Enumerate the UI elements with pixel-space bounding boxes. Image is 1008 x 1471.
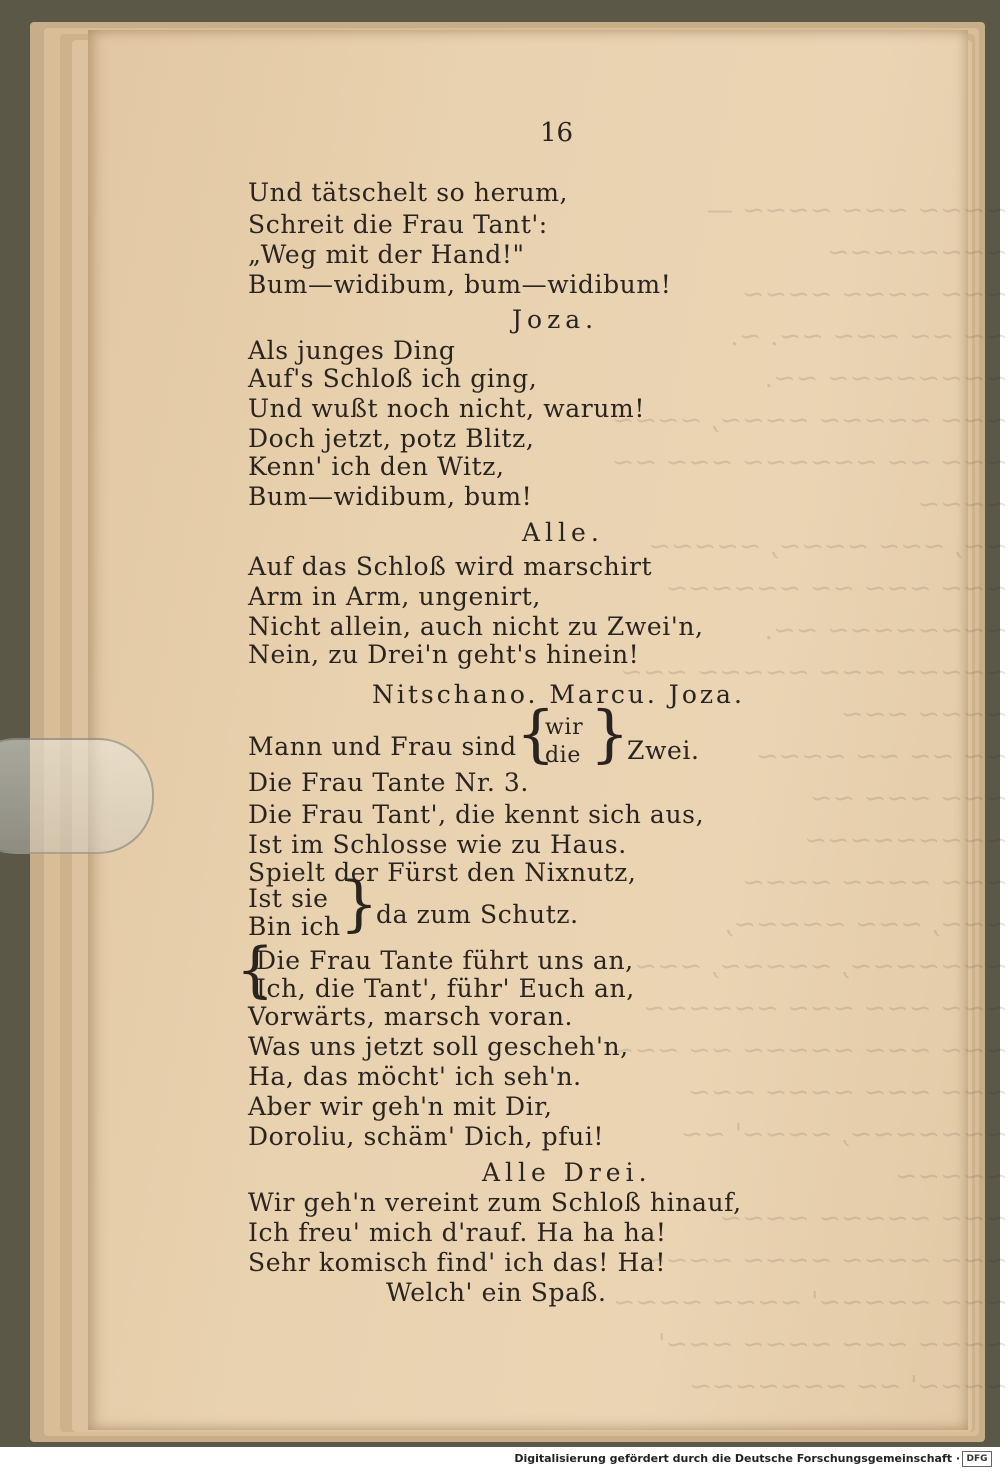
alternative-line: Bin ich xyxy=(248,912,341,941)
glass-slide-overlay xyxy=(0,738,154,854)
verse-line: Doch jetzt, potz Blitz, xyxy=(248,424,535,453)
dfg-logo: DFG xyxy=(962,1451,992,1467)
speaker-heading: Joza. xyxy=(512,305,599,334)
verse-line: Ich freu' mich d'rauf. Ha ha ha! xyxy=(248,1218,667,1247)
verse-line: Ich, die Tant', führ' Euch an, xyxy=(256,974,635,1003)
left-brace: { xyxy=(516,697,556,770)
page-number: 16 xyxy=(540,118,574,148)
verse-line: Sehr komisch find' ich das! Ha! xyxy=(248,1248,667,1277)
verse-line: „Weg mit der Hand!" xyxy=(248,240,525,269)
verse-line: Aber wir geh'n mit Dir, xyxy=(248,1092,553,1121)
verse-line: Die Frau Tante Nr. 3. xyxy=(248,768,529,797)
verse-line: Ist im Schlosse wie zu Haus. xyxy=(248,830,627,859)
alternative-word: die xyxy=(545,743,581,768)
verse-line: Die Frau Tant', die kennt sich aus, xyxy=(248,800,705,829)
verse-line: Mann und Frau sind xyxy=(248,732,517,761)
verse-line: Bum—widibum, bum! xyxy=(248,482,533,511)
verse-line: Und wußt noch nicht, warum! xyxy=(248,394,645,423)
left-brace: { xyxy=(236,935,275,1005)
verse-line: Ha, das möcht' ich seh'n. xyxy=(248,1062,582,1091)
verse-line: Nein, zu Drei'n geht's hinein! xyxy=(248,640,640,669)
alternative-word: wir xyxy=(545,715,584,740)
verse-line: Nicht allein, auch nicht zu Zwei'n, xyxy=(248,612,704,641)
funding-notice: Digitalisierung gefördert durch die Deutsche Forschungsgemeinschaft · xyxy=(514,1452,960,1465)
right-brace: } xyxy=(590,697,630,770)
right-brace: } xyxy=(340,869,379,939)
verse-line: Vorwärts, marsch voran. xyxy=(248,1002,574,1031)
verse-line: Was uns jetzt soll gescheh'n, xyxy=(248,1032,629,1061)
verse-line: Wir geh'n vereint zum Schloß hinauf, xyxy=(248,1188,742,1217)
verse-line: Welch' ein Spaß. xyxy=(386,1278,607,1307)
digitization-footer xyxy=(0,1447,1000,1471)
verse-line: Doroliu, schäm' Dich, pfui! xyxy=(248,1122,605,1151)
speaker-heading: Alle. xyxy=(522,518,604,547)
verse-line: Und tätschelt so herum, xyxy=(248,178,569,207)
speaker-heading: Alle Drei. xyxy=(482,1158,652,1187)
verse-line: Arm in Arm, ungenirt, xyxy=(248,582,541,611)
verse-line: Die Frau Tante führt uns an, xyxy=(256,946,634,975)
verse-line: Auf's Schloß ich ging, xyxy=(248,364,538,393)
verse-line: Spielt der Fürst den Nixnutz, xyxy=(248,858,637,887)
verse-line: Zwei. xyxy=(627,736,700,765)
speaker-heading: Nitschano. Marcu. Joza. xyxy=(372,680,745,709)
verse-line: Kenn' ich den Witz, xyxy=(248,452,505,481)
verse-line: Auf das Schloß wird marschirt xyxy=(248,552,653,581)
alternative-line: Ist sie xyxy=(248,884,329,913)
bleed-through-text: ~~~~ ~~~ ~~~~ — ~~~~~~~~ ~~~ ~~~~ ~~~~ ~~ ~~ ~~~ ~~. ~. ~~~~~~~~ ~~. ~~~ ~~~~~ ~~~~, ~~~~ ~~~ ~~ ~~~~~~ ~~~ ~~ ~~~~ ~~, ~~~ ~~~~, ~~~~~ ~~~ ~~~ ~~ ~~~~~~ ~~~~~~~~ ~~. ~~~~~ ~~~ ~~~~~ ~~~ ~~~~ ~~~ ~~ ~~ ~~ ~~~~ ~~~ ~~~ ~~ ~~~~~~~~~ ~~~ ~~~~ ~~~~ ~~~, ~~~ ~~~~~, ~~~~~~~, ~~~~~, ~~~ ~~~ ~~~ ~~~ ~~~~~~ ~~~ ~~~ ~~~~~ ~~ ~~~ ~~~ ~~~ ~~~~ ~~~ ~~~~~~~, ~~~~' ~~ ~~~~~ ~~~ ~~~~~ ~~~~ ~~~ ~~~~ ~~~~ ~~~~ ~~~ ~~~~~' ~~~~ ~~~~ ~~~~ ~~~ ~~~~ ~~~' ~~~~' ~~ ~~~~~~~ xyxy=(611,195,1008,1402)
verse-line: Schreit die Frau Tant': xyxy=(248,210,548,239)
verse-line: Bum—widibum, bum—widibum! xyxy=(248,270,672,299)
verse-line: Als junges Ding xyxy=(248,336,456,365)
verse-line: da zum Schutz. xyxy=(376,900,579,929)
